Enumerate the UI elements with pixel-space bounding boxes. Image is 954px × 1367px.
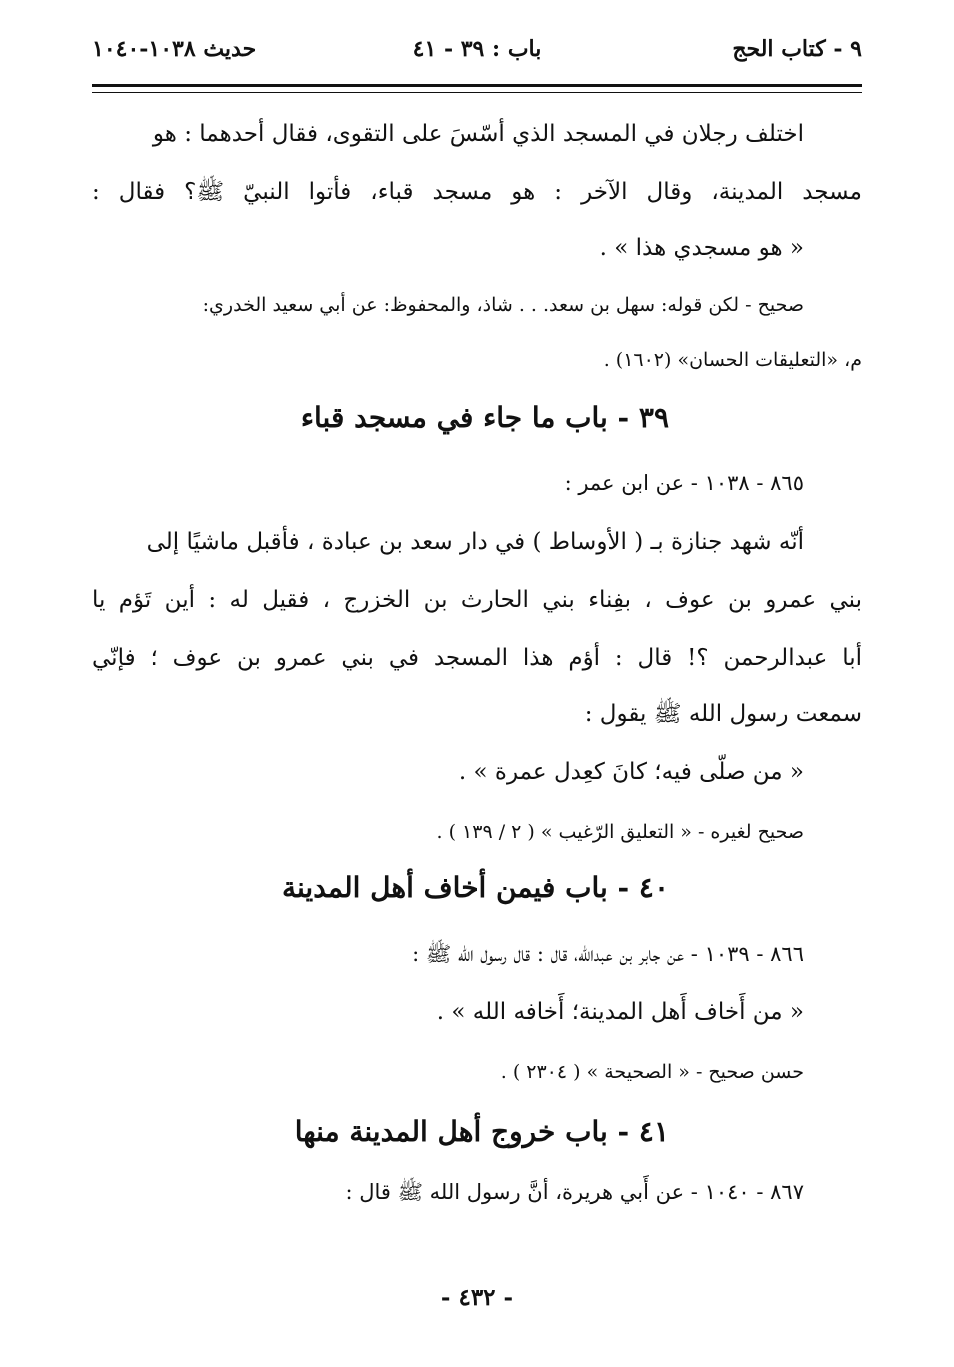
- header-book-title: ٩ - كتاب الحج: [732, 36, 862, 62]
- hadith-866-quote: « من أَخاف أَهل المدينة؛ أَخافه الله » .: [436, 999, 804, 1025]
- header-hadith-range: حديث ١٠٣٨-١٠٤٠: [92, 36, 257, 62]
- hadith-866-heading: ٨٦٦ - ١٠٣٩ - عن جابر بن عبدالله، قال : قال رسول الله ﷺ :: [412, 942, 804, 966]
- intro-quote: « هو مسجدي هذا » .: [599, 235, 804, 261]
- hadith-865-line-4: سمعت رسول الله ﷺ يقول :: [584, 701, 862, 727]
- running-header: [92, 36, 862, 76]
- hadith-865-quote: « من صلّى فيه؛ كانَ كعِدل عمرة » .: [458, 759, 804, 785]
- chapter-41-title: ٤١ - باب خروج أهل المدينة منها: [294, 1115, 669, 1148]
- hadith-867-heading: ٨٦٧ - ١٠٤٠ - عن أَبي هريرة، أنَّ رسول الله ﷺ قال :: [345, 1180, 804, 1204]
- page-number: - ٤٣٢ -: [440, 1284, 514, 1311]
- intro-grading-line-2: م، «التعليقات الحسان» (١٦٠٢) .: [603, 349, 862, 371]
- header-chapter-range: باب : ٣٩ - ٤١: [412, 36, 542, 62]
- hadith-865-grading: صحيح لغيره - « التعليق الرّغيب » ( ٢ / ١٣٩ ) .: [436, 821, 804, 843]
- intro-line-1: اختلف رجلان في المسجد الذي أسّسَ على التقوى، فقال أحدهما : هو: [152, 121, 804, 147]
- header-rule-thick: [92, 84, 862, 87]
- chapter-39-title: ٣٩ - باب ما جاء في مسجد قباء: [300, 401, 669, 434]
- intro-grading-line-1: صحيح - لكن قوله: سهل بن سعد. . . شاذ، والمحفوظ: عن أبي سعيد الخدري:: [202, 294, 804, 316]
- hadith-865-line-2: بني عمرو بن عوف ، بفِناء بني الحارث بن الخزرج ، فقيل له : أين تَؤم يا: [92, 587, 862, 613]
- hadith-865-line-1: أنّه شهد جنازة بـ ( الأوساط ) في دار سعد بن عبادة ، فأقبل ماشيًا إلى: [146, 529, 804, 555]
- intro-line-2: مسجد المدينة، وقال الآخر : هو مسجد قباء، فأتوا النبيّ ﷺ؟ فقال :: [92, 179, 862, 205]
- hadith-865-heading: ٨٦٥ - ١٠٣٨ - عن ابن عمر :: [564, 471, 804, 495]
- chapter-40-title: ٤٠ - باب فيمن أخاف أهل المدينة: [281, 871, 669, 904]
- header-rule-thin: [92, 92, 862, 93]
- hadith-866-grading: حسن صحيح - « الصحيحة » ( ٢٣٠٤ ) .: [500, 1061, 804, 1083]
- hadith-865-line-3: أبا عبدالرحمن ؟! قال : أؤم هذا المسجد في بني عمرو بن عوف ؛ فإنّي: [92, 645, 862, 671]
